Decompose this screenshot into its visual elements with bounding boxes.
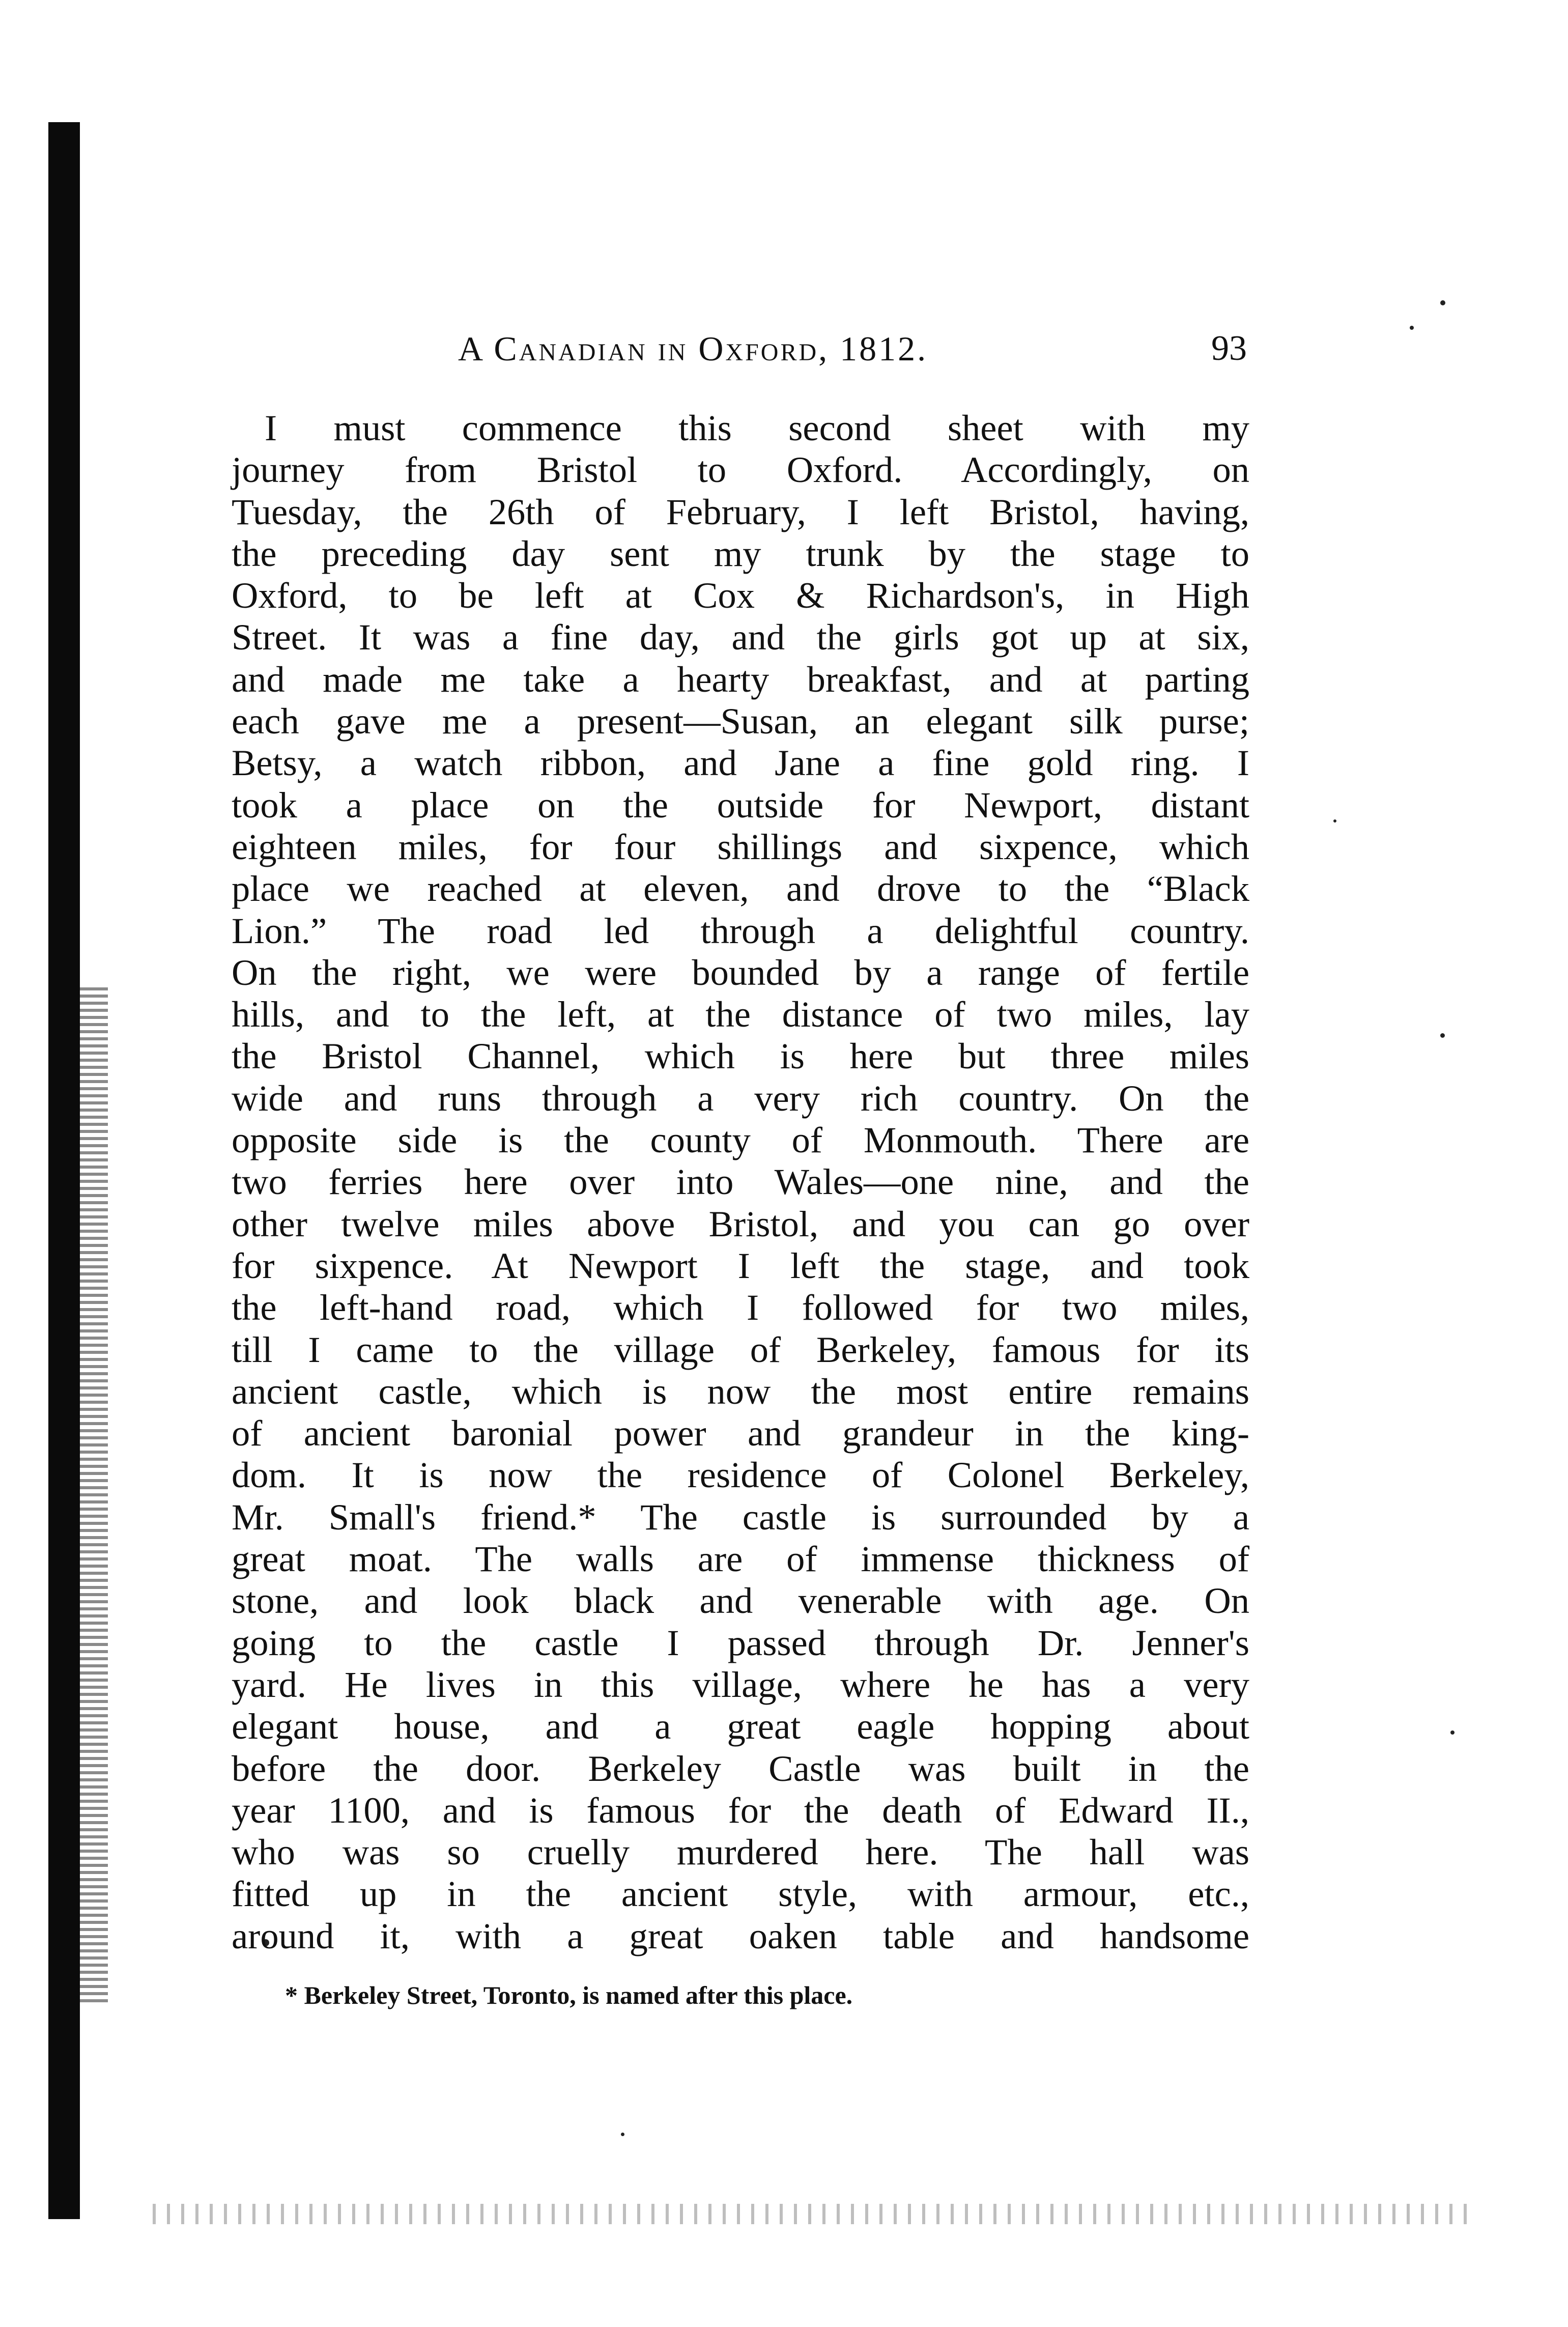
text-line: of ancient baronial power and grandeur in the king-: [232, 1412, 1249, 1454]
running-head-title: A Canadian in Oxford, 1812.: [458, 329, 928, 368]
text-line: elegant house, and a great eagle hopping about: [232, 1706, 1249, 1747]
scan-speck: [1410, 326, 1414, 330]
text-line: opposite side is the county of Monmouth. There are: [232, 1119, 1249, 1161]
running-head: [234, 326, 1247, 372]
text-line: going to the castle I passed through Dr. Jenner's: [232, 1622, 1249, 1663]
text-line: I must commence this second sheet with my: [265, 407, 1249, 448]
text-line: took a place on the outside for Newport, distant: [232, 784, 1249, 826]
text-line: who was so cruelly murdered here. The hall was: [232, 1831, 1249, 1873]
text-line: eighteen miles, for four shillings and sixpence, which: [232, 826, 1249, 867]
text-line: year 1100, and is famous for the death of Edward II.,: [232, 1789, 1249, 1831]
text-line: around it, with a great oaken table and handsome: [232, 1915, 1249, 1956]
text-line: Lion.” The road led through a delightful country.: [232, 910, 1249, 951]
text-line: till I came to the village of Berkeley, famous for its: [232, 1328, 1249, 1370]
text-line: Mr. Small's friend.* The castle is surrounded by a: [232, 1496, 1249, 1538]
text-line: wide and runs through a very rich country. On the: [232, 1077, 1249, 1119]
text-line: two ferries here over into Wales—one nine, and the: [232, 1161, 1249, 1203]
text-line: hills, and to the left, at the distance of two miles, lay: [232, 994, 1249, 1035]
binding-edge: [48, 122, 80, 2219]
text-line: Oxford, to be left at Cox & Richardson's, in High: [232, 575, 1249, 616]
text-line: before the door. Berkeley Castle was built in the: [232, 1747, 1249, 1789]
text-line: and made me take a hearty breakfast, and at parting: [232, 658, 1249, 700]
text-line: for sixpence. At Newport I left the stage, and took: [232, 1244, 1249, 1286]
text-line: journey from Bristol to Oxford. Accordingly, on: [232, 449, 1249, 491]
text-line: Betsy, a watch ribbon, and Jane a fine gold ring. I: [232, 742, 1249, 784]
scan-speck: [1333, 819, 1336, 822]
scan-speck: [1440, 1033, 1445, 1038]
text-line: great moat. The walls are of immense thickness of: [232, 1538, 1249, 1580]
text-line: the preceding day sent my trunk by the stage to: [232, 532, 1249, 574]
scan-speck: [621, 2133, 624, 2136]
text-line: fitted up in the ancient style, with armour, etc.,: [232, 1873, 1249, 1915]
text-line: Tuesday, the 26th of February, I left Bristol, having,: [232, 491, 1249, 532]
footnote: * Berkeley Street, Toronto, is named after this place.: [285, 1981, 853, 2009]
text-line: place we reached at eleven, and drove to the “Black: [232, 868, 1249, 910]
body-text: [232, 407, 1249, 1957]
text-line: yard. He lives in this village, where he has a very: [232, 1663, 1249, 1705]
text-line: other twelve miles above Bristol, and you can go over: [232, 1203, 1249, 1244]
text-line: ancient castle, which is now the most entire remains: [232, 1370, 1249, 1412]
text-line: stone, and look black and venerable with age. On: [232, 1580, 1249, 1622]
scan-speck: [1450, 1730, 1455, 1735]
scan-speck: [1440, 300, 1445, 305]
page-number: 93: [1211, 329, 1247, 368]
text-line: the Bristol Channel, which is here but three miles: [232, 1035, 1249, 1077]
text-line: dom. It is now the residence of Colonel Berkeley,: [232, 1454, 1249, 1496]
text-line: the left-hand road, which I followed for two miles,: [232, 1287, 1249, 1328]
text-line: each gave me a present—Susan, an elegant silk purse;: [232, 700, 1249, 742]
text-line: On the right, we were bounded by a range of fertile: [232, 951, 1249, 993]
scan-noise: [153, 2204, 1476, 2224]
text-line: Street. It was a fine day, and the girls got up at six,: [232, 616, 1249, 658]
